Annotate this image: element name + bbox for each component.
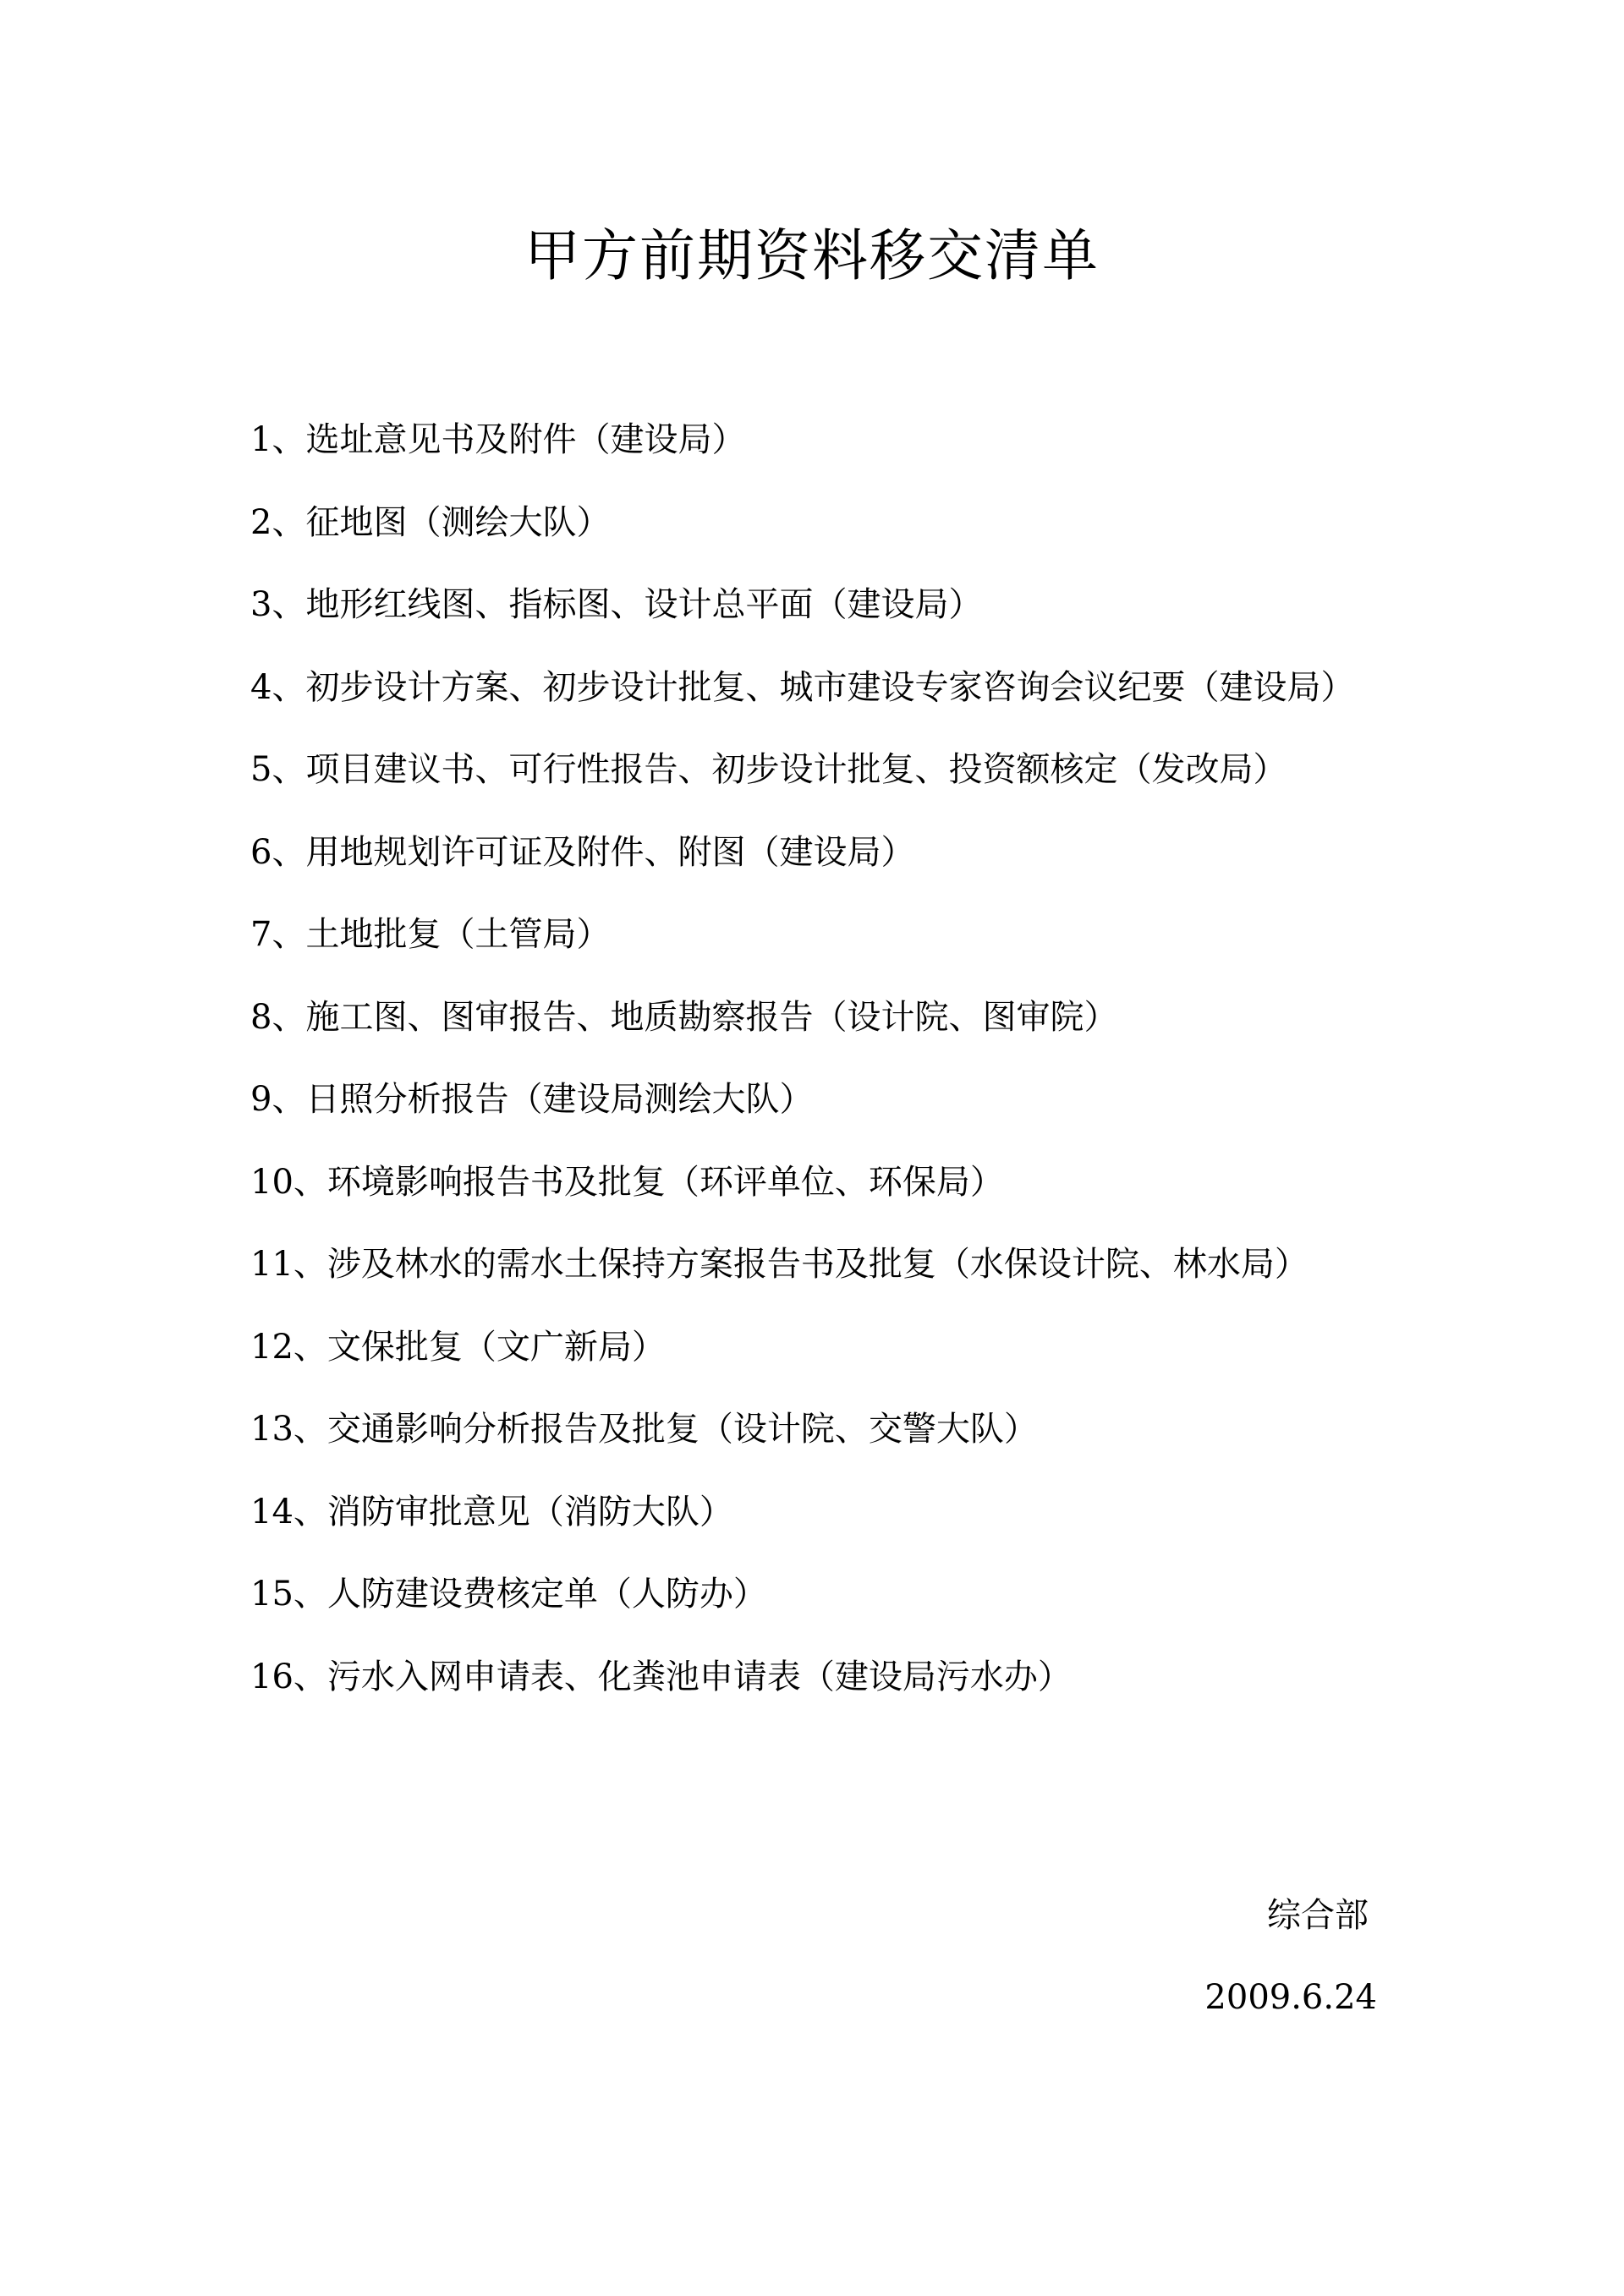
list-item: 14、消防审批意见（消防大队） — [250, 1492, 733, 1532]
list-item: 3、地形红线图、指标图、设计总平面（建设局） — [250, 585, 983, 624]
list-item: 10、环境影响报告书及批复（环评单位、环保局） — [250, 1162, 1004, 1202]
list-item: 11、涉及林水的需水土保持方案报告书及批复（水保设计院、林水局） — [250, 1245, 1309, 1284]
list-item: 4、初步设计方案、初步设计批复、城市建设专家咨询会议纪要（建设局） — [250, 667, 1355, 707]
signature-department: 综合部 — [1267, 1896, 1369, 1935]
list-item: 16、污水入网申请表、化粪池申请表（建设局污水办） — [250, 1657, 1072, 1696]
list-item: 8、施工图、图审报告、地质勘察报告（设计院、图审院） — [250, 997, 1118, 1037]
list-item: 7、土地批复（土管局） — [250, 915, 611, 954]
transfer-item-list — [250, 399, 1409, 1718]
list-item: 9、日照分析报告（建设局测绘大队） — [250, 1080, 814, 1119]
list-item: 12、文保批复（文广新局） — [250, 1327, 666, 1367]
list-item: 1、选址意见书及附件（建设局） — [250, 420, 746, 459]
list-item: 13、交通影响分析报告及批复（设计院、交警大队） — [250, 1410, 1038, 1449]
list-item: 6、用地规划许可证及附件、附图（建设局） — [250, 832, 915, 872]
list-item: 2、征地图（测绘大队） — [250, 502, 611, 542]
signature-date: 2009.6.24 — [1204, 1978, 1377, 2017]
document-title: 甲方前期资料移交清单 — [524, 223, 1100, 288]
list-item: 5、项目建议书、可行性报告、初步设计批复、投资额核定（发改局） — [250, 750, 1287, 789]
list-item: 15、人防建设费核定单（人防办） — [250, 1575, 767, 1614]
